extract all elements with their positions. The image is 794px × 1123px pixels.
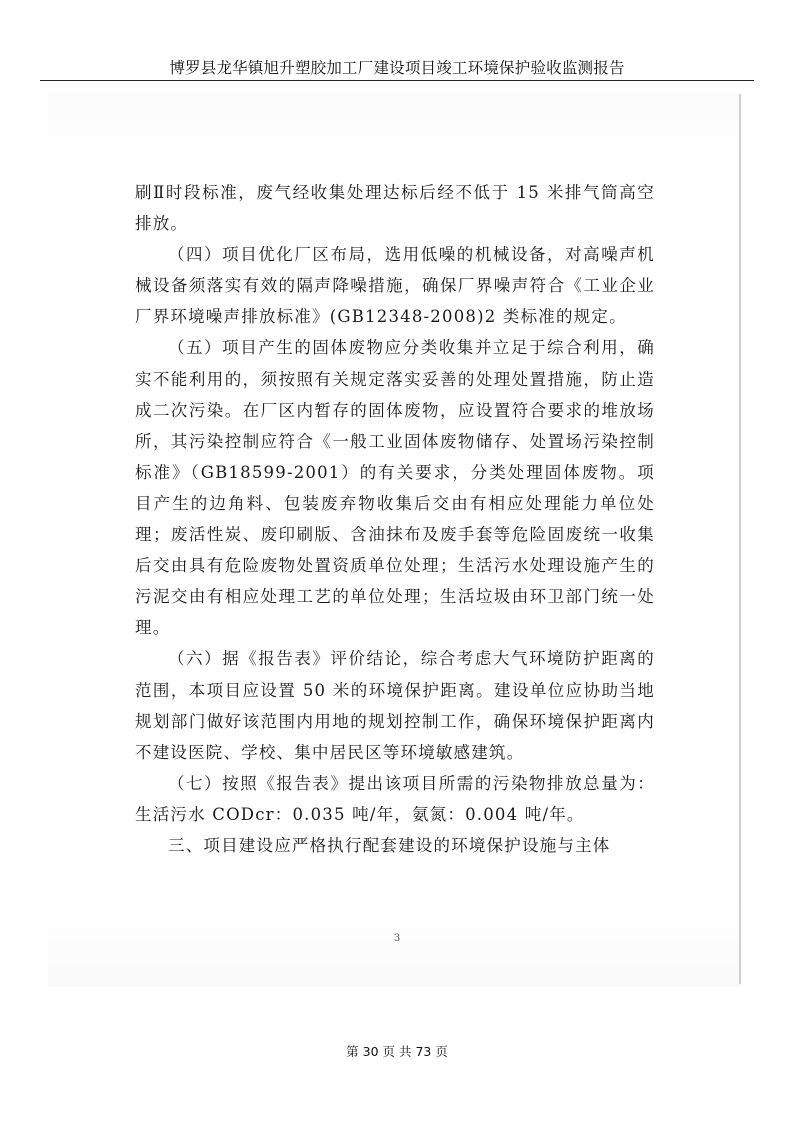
paragraph-item-7: （七）按照《报告表》提出该项目所需的污染物排放总量为：生活污水 CODcr：0.035 吨/年，氨氮：0.004 吨/年。 xyxy=(135,773,655,824)
scan-edge xyxy=(739,94,741,984)
paragraph-item-6: （六）据《报告表》评价结论，综合考虑大气环境防护距离的范围，本项目应设置 50 米的环境保护距离。建设单位应协助当地规划部门做好该范围内用地的规划控制工作，确保环境保护距离内不建设医院、学校、集中居民区等环境敏感建筑。 xyxy=(135,649,655,762)
scanned-page-number: 3 xyxy=(393,933,401,944)
paragraph-item-5: （五）项目产生的固体废物应分类收集并立足于综合利用，确实不能利用的，须按照有关规定落实妥善的处理处置措施，防止造成二次污染。在厂区内暂存的固体废物，应设置符合要求的堆放场所，其污染控制应符合《一般工业固体废物储存、处置场污染控制标准》（GB18599-2001）的有关要求，分类处理固体废物。项目产生的边角料、包装废弃物收集后交由有相应处理能力单位处理；废活性炭、废印刷版、含油抹布及废手套等危险固废统一收集后交由具有危险废物处置资质单位处理；生活污水处理设施产生的污泥交由有相应处理工艺的单位处理；生活垃圾由环卫部门统一处理。 xyxy=(135,338,655,638)
document-body xyxy=(135,177,655,861)
paragraph-continuation: 刷Ⅱ时段标准，废气经收集处理达标后经不低于 15 米排气筒高空排放。 xyxy=(135,183,655,234)
report-header-title: 博罗县龙华镇旭升塑胶加工厂建设项目竣工环境保护验收监测报告 xyxy=(169,59,625,77)
paragraph-item-4: （四）项目优化厂区布局，选用低噪的机械设备，对高噪声机械设备须落实有效的隔声降噪措施，确保厂界噪声符合《工业企业厂界环境噪声排放标准》(GB12348-2008)2 类标准的规定。 xyxy=(135,245,655,327)
header-divider xyxy=(40,80,754,81)
footer-page-indicator: 第 30 页 共 73 页 xyxy=(346,1044,448,1059)
paragraph-section-3: 三、项目建设应严格执行配套建设的环境保护设施与主体 xyxy=(168,835,611,855)
